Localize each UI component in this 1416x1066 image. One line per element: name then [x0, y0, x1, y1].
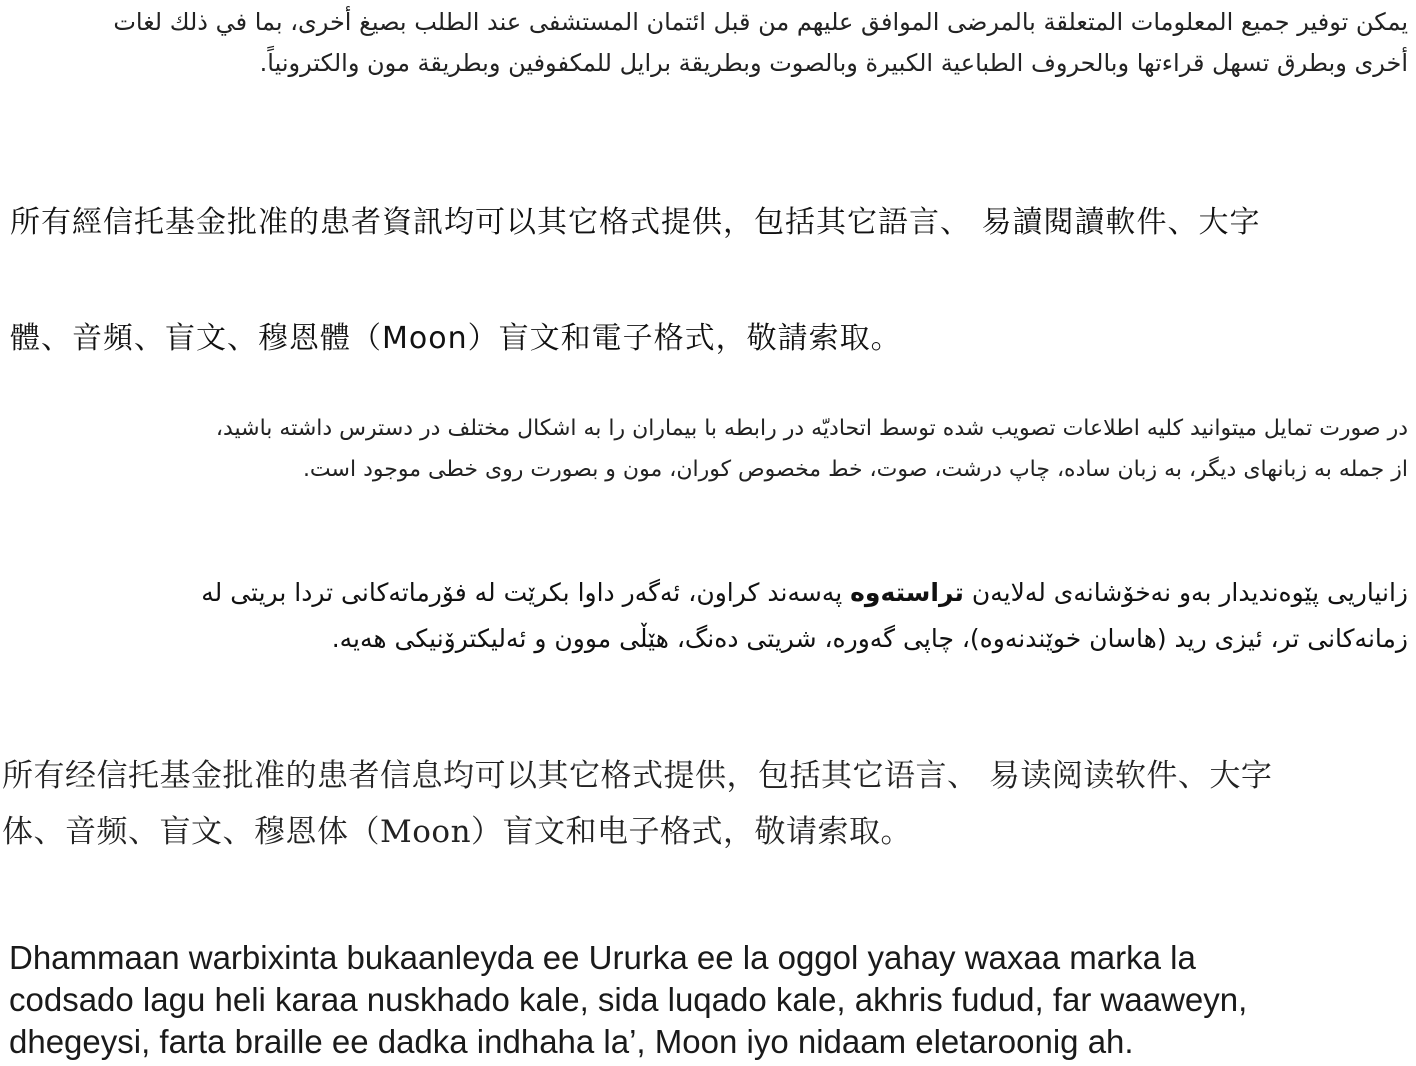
kurdish-bold-term: تراستەوە: [850, 578, 964, 607]
traditional-chinese-line-2: 體、音頻、盲文、穆恩體（Moon）盲文和電子格式，敬請索取。: [10, 321, 902, 356]
somali-line-2: codsado lagu heli karaa nuskhado kale, sida luqado kale, akhris fudud, far waaweyn,: [9, 981, 1248, 1018]
farsi-paragraph: [0, 408, 1416, 490]
somali-line-1: Dhammaan warbixinta bukaanleyda ee Ururka ee la oggol yahay waxaa marka la: [9, 939, 1196, 976]
arabic-paragraph: [0, 2, 1416, 84]
arabic-line-2: أخرى وبطرق تسهل قراءتها وبالحروف الطباعية الكبيرة وبالصوت وبطريقة برايل للمكفوفين وبطريقة مون والكترونياً.: [259, 49, 1408, 77]
simplified-chinese-paragraph: [0, 748, 1416, 860]
kurdish-paragraph: [0, 570, 1416, 662]
kurdish-line-2: زمانەکانی تر، ئیزی رید (هاسان خوێندنەوە)، چاپی گەورە، شریتی دەنگ، هێڵی موون و ئەلیکترۆنیکی هەیە.: [331, 624, 1408, 653]
somali-line-3: dhegeysi, farta braille ee dadka indhaha la’, Moon iyo nidaam eletaroonig ah.: [9, 1023, 1134, 1060]
farsi-line-1: در صورت تمایل میتوانید کلیه اطلاعات تصویب شده توسط اتحادیّه در رابطه با بیماران را به اشکال مختلف در دسترس داشته باشید،: [215, 416, 1408, 441]
somali-paragraph: [0, 937, 1416, 1063]
kurdish-line-1-start: زانیاریی پێوەندیدار بەو نەخۆشانەی لەلایەن: [963, 578, 1408, 607]
arabic-line-1: يمكن توفير جميع المعلومات المتعلقة بالمرضى الموافق عليهم من قبل ائتمان المستشفى عند الطلب بصيغ أخرى، بما في ذلك لغات: [113, 8, 1408, 36]
kurdish-line-1: [8, 570, 1408, 616]
traditional-chinese-line-1: 所有經信托基金批准的患者資訊均可以其它格式提供，包括其它語言、 易讀閱讀軟件、大字: [10, 205, 1261, 240]
kurdish-line-1-end: پەسەند کراون، ئەگەر داوا بکرێت لە فۆرماتەکانی تردا بریتی لە: [201, 578, 851, 607]
simplified-chinese-line-2: 体、音频、盲文、穆恩体（Moon）盲文和电子格式，敬请索取。: [2, 814, 913, 850]
farsi-line-2: از جمله به زبانهای دیگر، به زبان ساده، چاپ درشت، صوت، خط مخصوص کوران، مون و بصورت روی خطی موجود است.: [302, 457, 1408, 482]
simplified-chinese-line-1: 所有经信托基金批准的患者信息均可以其它格式提供，包括其它语言、 易读阅读软件、大字: [2, 758, 1273, 794]
traditional-chinese-paragraph: [0, 165, 1416, 397]
